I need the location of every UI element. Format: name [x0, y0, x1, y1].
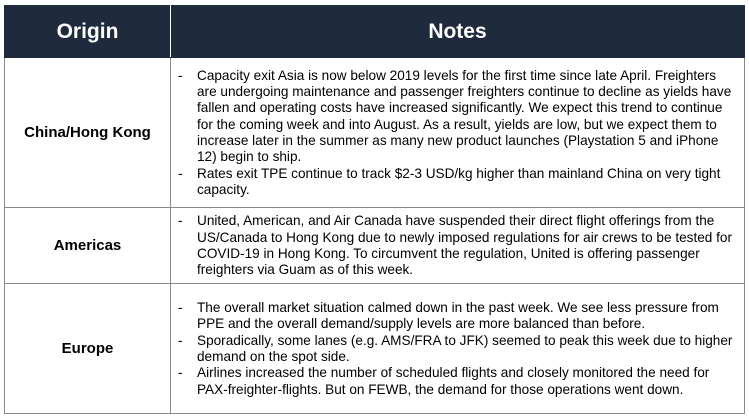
note-text: The overall market situation calmed down in the past week. We see less pressure from PPE and the overall demand/supply levels are more balanced than before. [197, 300, 719, 332]
origin-cell: China/Hong Kong [5, 58, 171, 208]
bullet-dash: - [178, 332, 183, 348]
note-item [177, 300, 738, 333]
origin-cell: Europe [5, 284, 171, 414]
origin-cell: Americas [5, 208, 171, 284]
notes-list [177, 300, 738, 398]
notes-cell [171, 58, 745, 208]
bullet-dash: - [178, 213, 183, 229]
notes-table-container [4, 5, 745, 414]
bullet-dash: - [178, 67, 183, 83]
notes-list [177, 213, 738, 278]
origin-column-header: Origin [5, 6, 171, 58]
notes-column-header: Notes [171, 6, 745, 58]
note-item [177, 213, 738, 278]
note-item [177, 365, 738, 398]
table-header-row [5, 6, 745, 58]
note-item [177, 166, 738, 199]
notes-cell [171, 284, 745, 414]
note-text: Airlines increased the number of scheduled flights and closely monitored the need for PAX-freighter-flights. But on FEWB, the demand for those operations went down. [197, 365, 710, 397]
bullet-dash: - [178, 300, 183, 316]
note-item [177, 333, 738, 366]
table-row [5, 284, 745, 414]
bullet-dash: - [178, 165, 183, 181]
bullet-dash: - [178, 365, 183, 381]
origin-notes-table [4, 5, 745, 414]
note-text: Sporadically, some lanes (e.g. AMS/FRA to JFK) seemed to peak this week due to higher demand on the spot side. [197, 332, 733, 364]
notes-cell [171, 208, 745, 284]
note-item [177, 68, 738, 166]
note-text: Rates exit TPE continue to track $2-3 USD/kg higher than mainland China on very tight capacity. [197, 165, 721, 197]
note-text: Capacity exit Asia is now below 2019 levels for the first time since late April. Freighters are undergoing maintenance and passenger freighters continue to decline as yields have fallen and operating costs have increased significantly. We expect this trend to continue for the coming week and into August. As a result, yields are low, but we expect them to increase later in the summer as many new product launches (Playstation 5 and iPhone 12) begin to ship. [197, 67, 732, 165]
table-row [5, 208, 745, 284]
notes-list [177, 68, 738, 198]
note-text: United, American, and Air Canada have suspended their direct flight offerings from the US/Canada to Hong Kong due to newly imposed regulations for air crews to be tested for COVID-19 in Hong Kong. To circumvent the regulation, United is offering passenger freighters via Guam as of this week. [197, 213, 732, 278]
table-row [5, 58, 745, 208]
